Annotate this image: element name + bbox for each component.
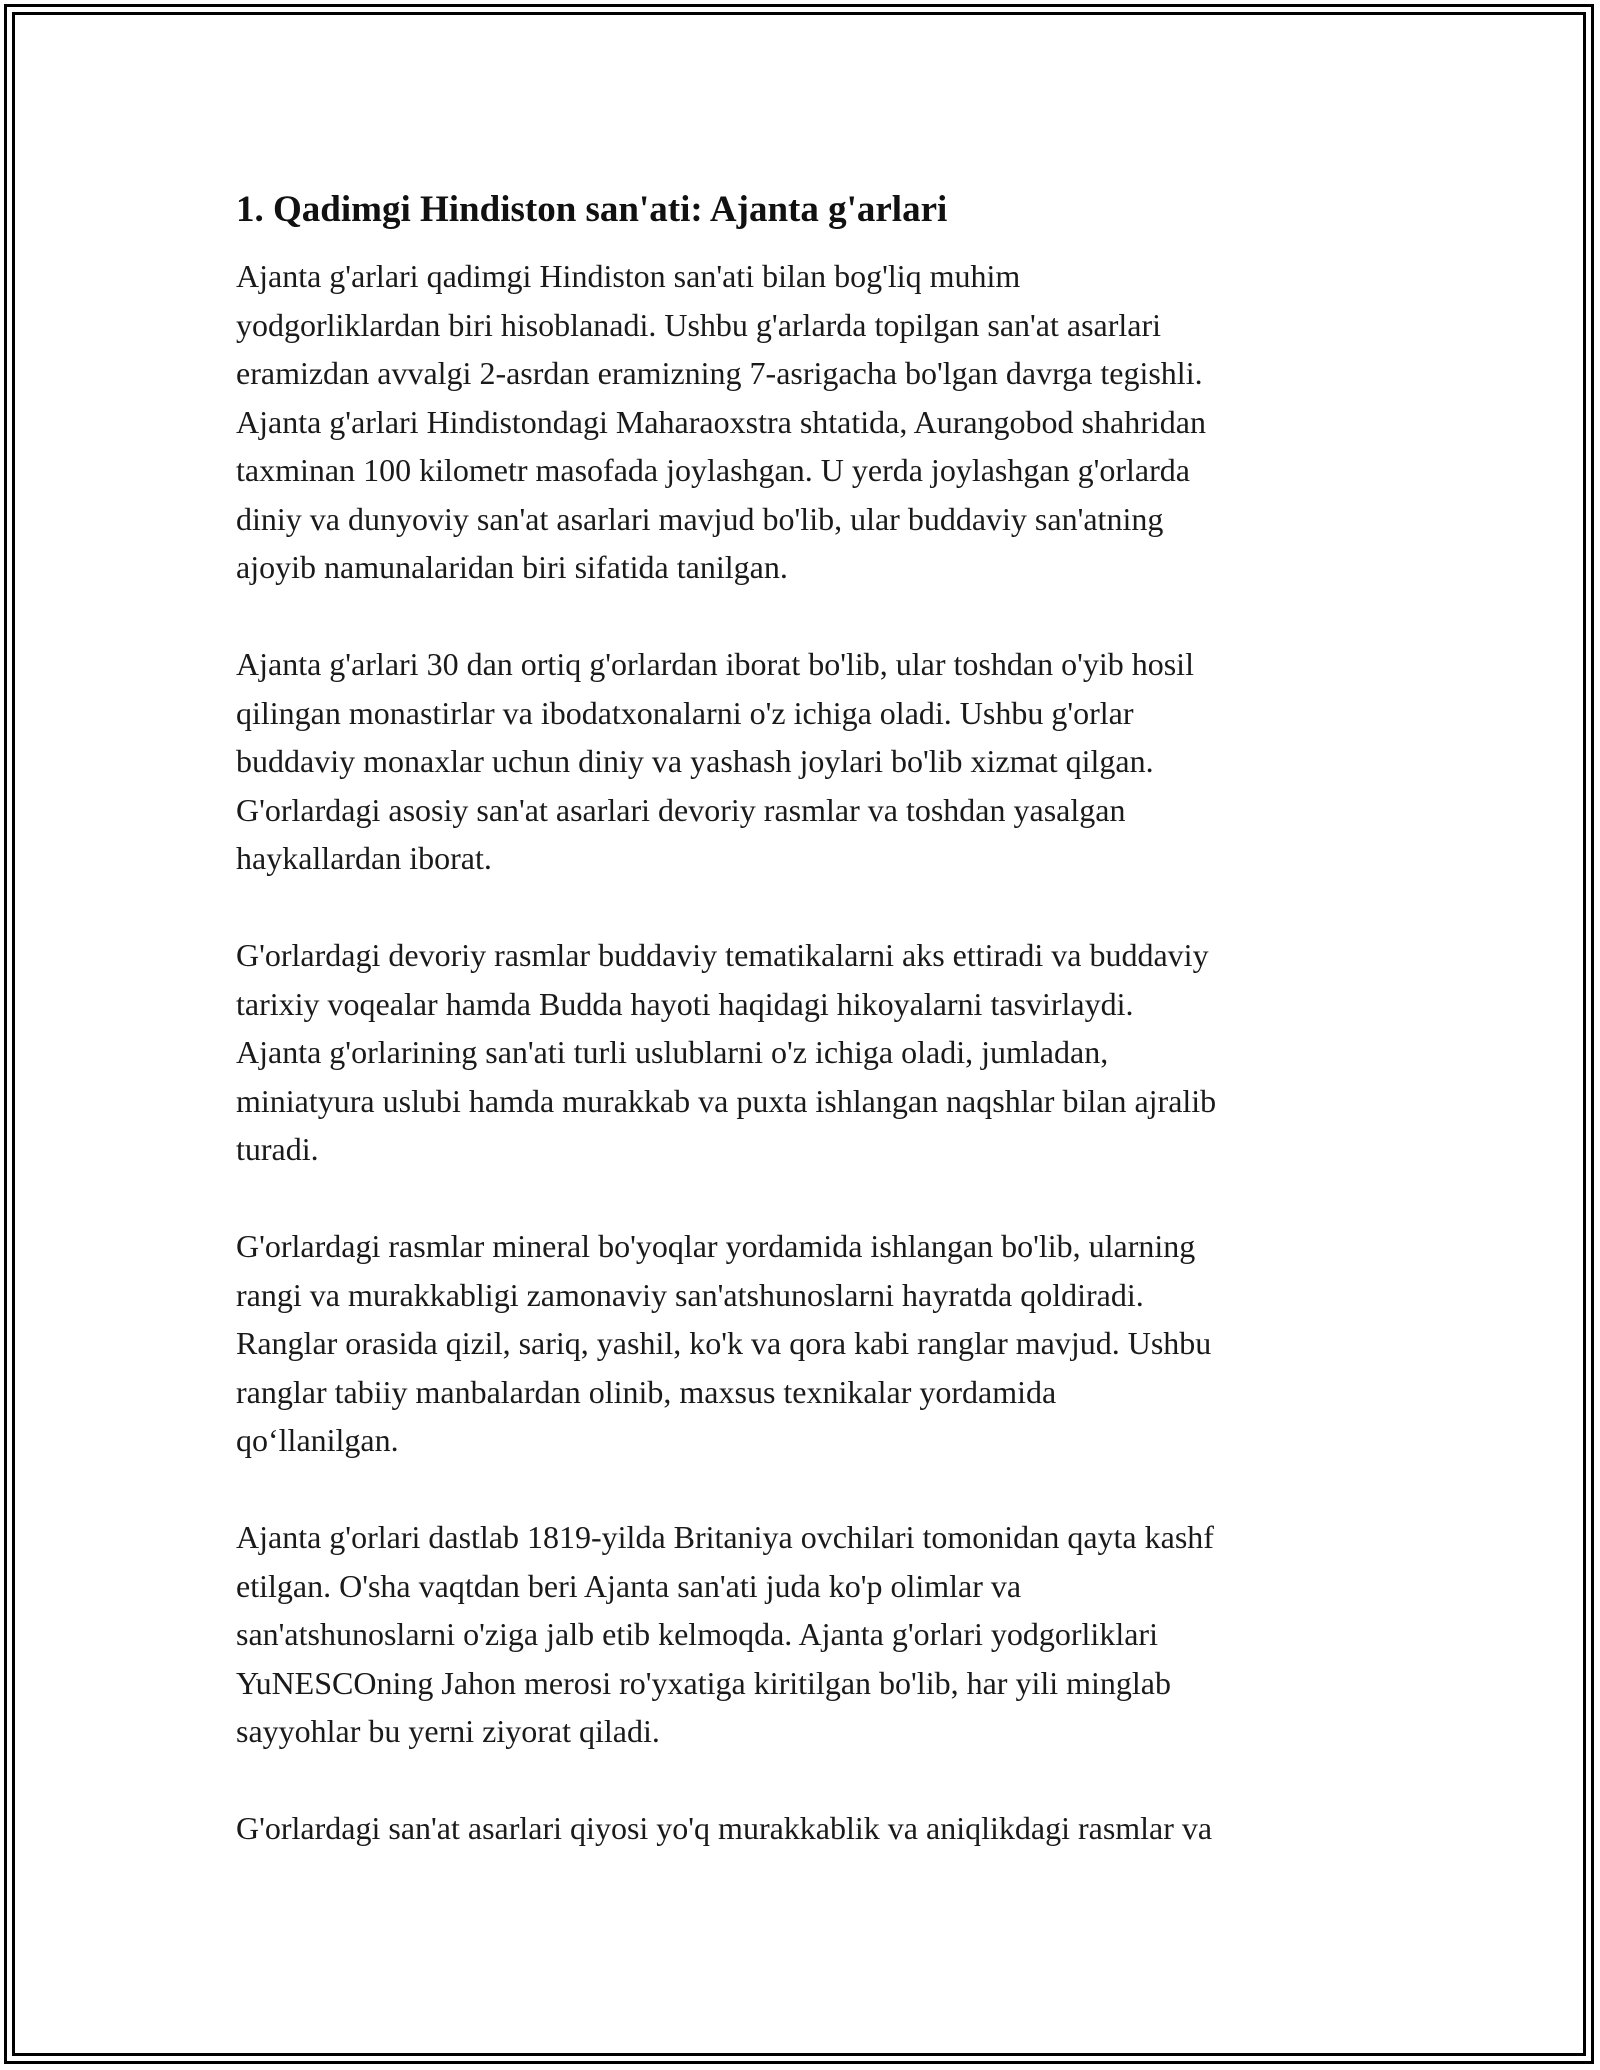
document-body [236,186,1386,1901]
paragraph-2: Ajanta g'arlari 30 dan ortiq g'orlardan iborat bo'lib, ular toshdan o'yib hosil qilingan monastirlar va ibodatxonalarni o'z ichiga oladi. Ushbu g'orlar buddaviy monaxlar uchun diniy va yashash joylari bo'lib xizmat qilgan. G'orlardagi asosiy san'at asarlari devoriy rasmlar va toshdan yasalgan haykallardan iborat. [236,646,1194,876]
paragraph-1: Ajanta g'arlari qadimgi Hindiston san'ati bilan bog'liq muhim yodgorliklardan biri hisoblanadi. Ushbu g'arlarda topilgan san'at asarlari eramizdan avvalgi 2-asrdan eramizning 7-asrigacha bo'lgan davrga tegishli. Ajanta g'arlari Hindistondagi Maharaoxstra shtatida, Aurangobod shahridan taxminan 100 kilometr masofada joylashgan. U yerda joylashgan g'orlarda diniy va dunyoviy san'at asarlari mavjud bo'lib, ular buddaviy san'atning ajoyib namunalaridan biri sifatida tanilgan. [236,258,1206,585]
paragraph-3: G'orlardagi devoriy rasmlar buddaviy tematikalarni aks ettiradi va buddaviy tarixiy voqealar hamda Budda hayoti haqidagi hikoyalarni tasvirlaydi. Ajanta g'orlarining san'ati turli uslublarni o'z ichiga oladi, jumladan, miniatyura uslubi hamda murakkab va puxta ishlangan naqshlar bilan ajralib turadi. [236,937,1217,1167]
paragraph-4: G'orlardagi rasmlar mineral bo'yoqlar yordamida ishlangan bo'lib, ularning rangi va murakkabligi zamonaviy san'atshunoslarni hayratda qoldiradi. Ranglar orasida qizil, sariq, yashil, ko'k va qora kabi ranglar mavjud. Ushbu ranglar tabiiy manbalardan olinib, maxsus texnikalar yordamida qo‘llanilgan. [236,1228,1212,1458]
paragraph-5: Ajanta g'orlari dastlab 1819-yilda Britaniya ovchilari tomonidan qayta kashf etilgan. O'sha vaqtdan beri Ajanta san'ati juda ko'p olimlar va san'atshunoslarni o'ziga jalb etib kelmoqda. Ajanta g'orlari yodgorliklari YuNESCOning Jahon merosi ro'yxatiga kiritilgan bo'lib, har yili minglab sayyohlar bu yerni ziyorat qiladi. [236,1519,1214,1749]
section-heading: 1. Qadimgi Hindiston san'ati: Ajanta g'arlari [236,189,948,230]
paragraph-6: G'orlardagi san'at asarlari qiyosi yo'q murakkablik va aniqlikdagi rasmlar va [236,1810,1213,1846]
